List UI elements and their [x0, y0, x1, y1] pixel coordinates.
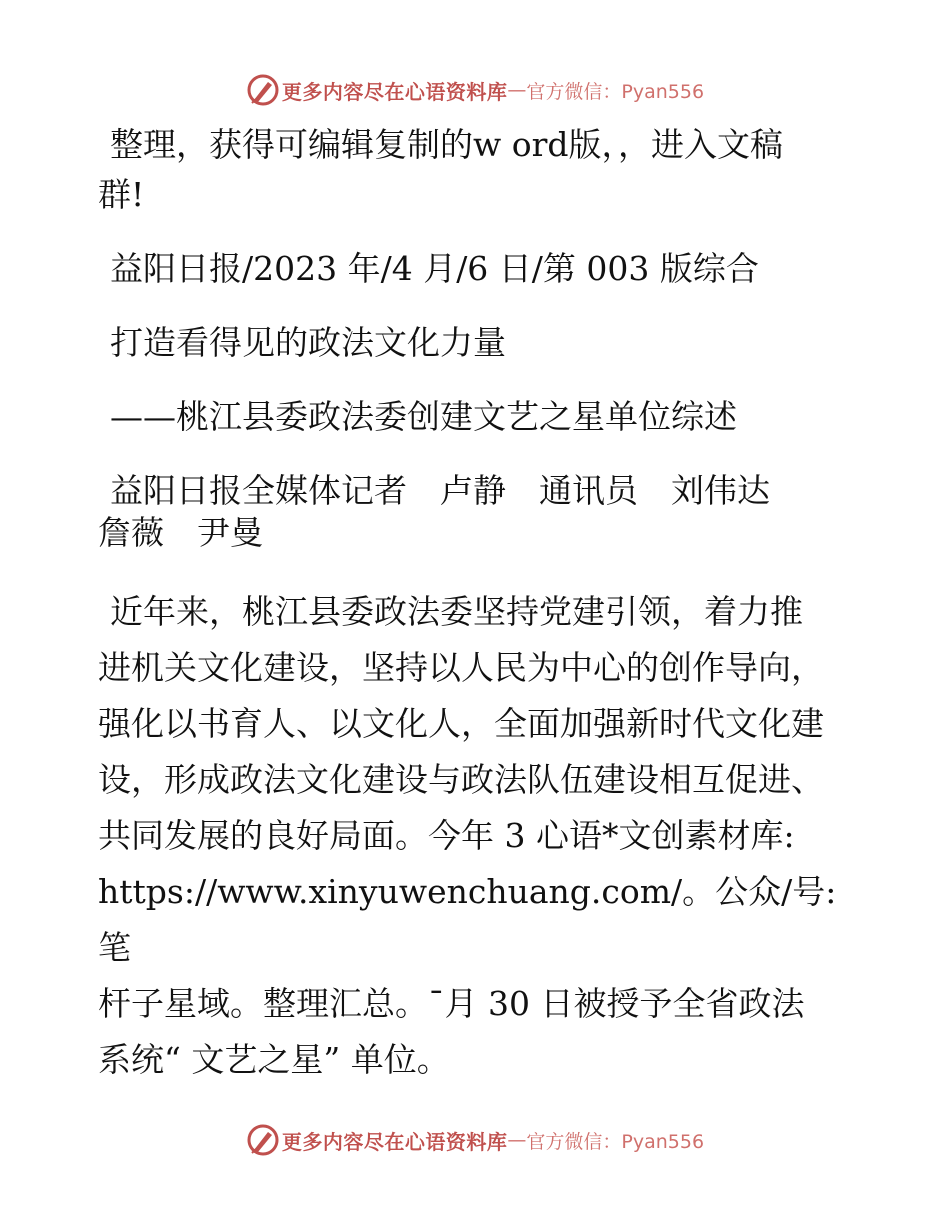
quill-pen-icon: [246, 1123, 280, 1157]
footer-banner: [0, 1120, 950, 1160]
body-line: 近年来，桃江县委政法委坚持党建引领，着力推: [110, 592, 803, 631]
banner-dash: —: [507, 79, 527, 101]
body-line: 杆子星域。整理汇总。¯月 30 日被授予全省政法: [98, 984, 805, 1023]
body-line: 强化以书育人、以文化人，全面加强新时代文化建: [98, 704, 824, 743]
article-subtitle: ——桃江县委政法委创建文艺之星单位综述: [110, 397, 737, 436]
header-banner: [0, 70, 950, 110]
body-paragraph: [98, 584, 858, 1088]
quill-pen-icon: [246, 73, 280, 107]
body-line: 系统“ 文艺之星” 单位。: [98, 1040, 450, 1079]
byline-line-2: 詹薇 尹曼: [98, 513, 263, 552]
body-line: 共同发展的良好局面。今年 3 心语*文创素材库:: [98, 816, 795, 855]
article-title: 打造看得见的政法文化力量: [110, 323, 506, 362]
body-line: 进机关文化建设，坚持以人民为中心的创作导向，: [98, 648, 824, 687]
document-body: [98, 118, 858, 1088]
banner-site-name: 更多内容尽在心语资料库: [281, 79, 508, 104]
intro-line-1: 整理，获得可编辑复制的w ord版，，进入文稿: [110, 125, 784, 164]
intro-line-2: 群!: [98, 175, 145, 214]
banner-wechat-id: 官方微信：Pyan556: [526, 1130, 705, 1153]
body-line: https://www.xinyuwenchuang.com/。公众/号: 笔: [98, 872, 847, 967]
banner-wechat-id: 官方微信：Pyan556: [526, 80, 705, 103]
source-line: 益阳日报/2023 年/4 月/6 日/第 003 版综合: [110, 249, 759, 288]
body-line: 设，形成政法文化建设与政法队伍建设相互促进、: [98, 760, 824, 799]
banner-site-name: 更多内容尽在心语资料库: [281, 1129, 508, 1154]
byline-line-1: 益阳日报全媒体记者 卢静 通讯员 刘伟达: [110, 471, 770, 510]
banner-dash: —: [507, 1129, 527, 1151]
